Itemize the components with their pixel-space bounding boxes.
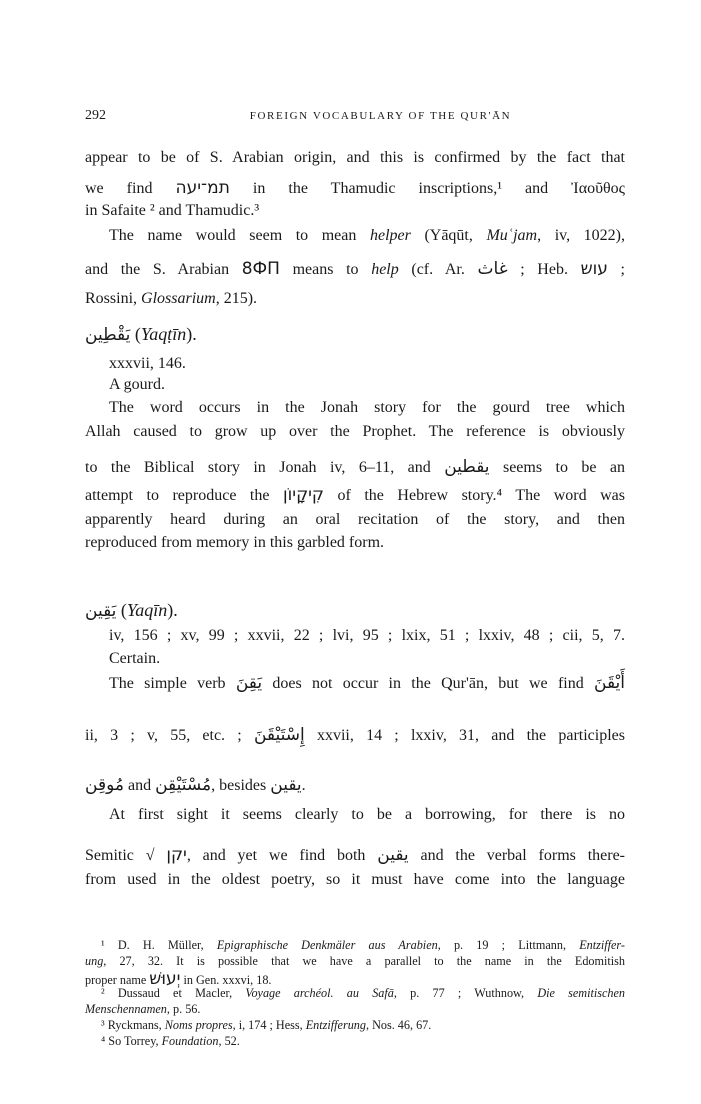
text-run: , p. 56.: [166, 1002, 201, 1016]
text-run: in Safaite ² and Thamudic.³: [85, 202, 260, 219]
text-run: and the verbal forms there-: [408, 847, 626, 864]
italic-text: helper: [369, 227, 411, 244]
text-line: [85, 424, 625, 440]
italic-text: Menschennamen: [85, 1002, 167, 1016]
text-run: and: [123, 777, 156, 794]
text-run: ii, 3 ; v, 55, etc. ;: [85, 727, 254, 744]
text-run: A gourd.: [109, 376, 165, 393]
text-run: .: [301, 777, 306, 794]
text-line: [85, 777, 625, 794]
italic-text: Yaqṭīn: [140, 324, 187, 344]
text-line: [85, 487, 625, 504]
text-run: , iv, 1022),: [537, 227, 626, 244]
foreign-script-word: يقطين: [444, 457, 490, 477]
text-run: iv, 156 ; xv, 99 ; xxvii, 22 ; lvi, 95 ; lxix, 51 ; lxxiv, 48 ; cii, 5, 7.: [109, 627, 625, 644]
foreign-script-word: مُوقِن: [85, 775, 124, 795]
entry-heading: [85, 601, 625, 620]
text-run: from used in the oldest poetry, so it must have come into the language: [85, 871, 625, 888]
footnote-line: [101, 939, 625, 951]
text-line: [109, 356, 625, 372]
text-run: ).: [167, 600, 178, 620]
text-line: [85, 291, 625, 307]
text-line: [85, 150, 625, 166]
foreign-script-word: יקן: [166, 845, 187, 865]
italic-text: Entzifferung: [305, 1018, 366, 1032]
footnote-line: [85, 1003, 625, 1015]
text-run: proper name: [85, 973, 150, 987]
text-run: ² Dussaud et Macler,: [101, 986, 246, 1000]
text-run: of the Hebrew story.⁴ The word was: [324, 487, 626, 504]
text-run: in Gen. xxxvi, 18.: [180, 973, 272, 987]
text-run: ⁴ So Torrey,: [101, 1034, 162, 1048]
text-run: , besides: [211, 777, 271, 794]
text-run: Semitic √: [85, 847, 167, 864]
text-run: in the Thamudic inscriptions,¹ and Ἰαοῦθος: [229, 180, 625, 197]
text-line: [109, 651, 625, 667]
text-run: , p. 77 ; Wuthnow,: [393, 986, 538, 1000]
foreign-script-word: يقين: [270, 775, 302, 795]
italic-text: ung: [85, 954, 104, 968]
text-run: (: [130, 324, 141, 344]
foreign-script-word: أَيْقَنَ: [594, 673, 625, 693]
text-run: ).: [186, 324, 197, 344]
italic-text: Voyage archéol. au Safā: [245, 986, 394, 1000]
text-run: to the Biblical story in Jonah iv, 6–11, and: [85, 459, 445, 476]
italic-text: Epigraphische Denkmäler aus Arabien: [216, 938, 438, 952]
text-run: At first sight it seems clearly to be a borrowing, for there is no: [109, 806, 625, 823]
foreign-script-word: קִיקָיוֹן: [283, 485, 324, 505]
text-run: (: [116, 600, 127, 620]
text-run: The simple verb: [109, 675, 236, 692]
text-run: attempt to reproduce the: [85, 487, 283, 504]
text-line: [109, 377, 625, 393]
entry-heading: [85, 325, 625, 344]
text-line: [85, 872, 625, 888]
foreign-script-word: يَقْطِين: [85, 325, 131, 345]
text-line: [109, 400, 625, 416]
footnote-line: [101, 1035, 625, 1047]
footnote-line: [101, 1019, 625, 1031]
foreign-script-word: يقين: [377, 845, 409, 865]
text-line: [85, 180, 625, 197]
text-run: , i, 174 ; Hess,: [232, 1018, 306, 1032]
foreign-script-word: إِسْتَيْقَنَ: [253, 725, 305, 745]
text-run: appear to be of S. Arabian origin, and this is confirmed by the fact that: [85, 149, 625, 166]
text-line: [109, 228, 625, 244]
text-line: [85, 535, 625, 551]
foreign-script-word: غاث: [477, 259, 508, 279]
text-line: [85, 261, 625, 278]
text-run: we find: [85, 180, 176, 197]
italic-text: Glossarium: [141, 290, 216, 307]
foreign-script-word: יְעוּשׁ: [149, 969, 181, 989]
text-line: [85, 512, 625, 528]
text-run: , 27, 32. It is possible that we have a parallel to the name in the Edomitish: [103, 954, 625, 968]
text-run: ;: [607, 261, 625, 278]
text-line: [109, 628, 625, 644]
italic-text: Die semitischen: [537, 986, 626, 1000]
text-run: The word occurs in the Jonah story for the gourd tree which: [109, 399, 625, 416]
page-number: 292: [85, 108, 106, 123]
italic-text: Foundation: [161, 1034, 219, 1048]
foreign-script-word: תמ־יעה: [175, 178, 230, 198]
text-line: [85, 727, 625, 744]
text-run: Allah caused to grow up over the Prophet. The reference is obviously: [85, 423, 625, 440]
text-run: , and yet we find both: [186, 847, 378, 864]
text-line: [109, 675, 625, 692]
foreign-script-word: يَقِين: [85, 601, 117, 621]
text-run: The name would seem to mean: [109, 227, 370, 244]
italic-text: help: [371, 261, 399, 278]
foreign-script-word: 8ФП: [241, 259, 280, 279]
text-run: (Yāqūt,: [410, 227, 487, 244]
text-run: does not occur in the Qur'ān, but we find: [262, 675, 594, 692]
text-run: means to: [279, 261, 372, 278]
foreign-script-word: يَقِنَ: [235, 673, 263, 693]
italic-text: Entziffer-: [579, 938, 625, 952]
text-run: ³ Ryckmans,: [101, 1018, 165, 1032]
text-run: Certain.: [109, 650, 161, 667]
text-line: [85, 847, 625, 864]
italic-text: Noms propres: [164, 1018, 233, 1032]
foreign-script-word: עוש: [580, 259, 608, 279]
text-run: reproduced from memory in this garbled form.: [85, 534, 385, 551]
text-run: , 52.: [218, 1034, 240, 1048]
running-title: FOREIGN VOCABULARY OF THE QUR'ĀN: [249, 110, 512, 122]
foreign-script-word: مُسْتَيْقِن: [155, 775, 212, 795]
text-line: [109, 807, 625, 823]
text-run: Rossini,: [85, 290, 142, 307]
text-run: xxvii, 14 ; lxxiv, 31, and the participles: [304, 727, 625, 744]
text-run: xxxvii, 146.: [109, 355, 186, 372]
text-line: [85, 459, 625, 476]
italic-text: Yaqīn: [126, 600, 168, 620]
text-run: seems to be an: [489, 459, 626, 476]
text-run: and the S. Arabian: [85, 261, 242, 278]
text-run: , Nos. 46, 67.: [365, 1018, 432, 1032]
text-line: [85, 203, 625, 219]
italic-text: Muʿjam: [486, 227, 538, 244]
text-run: (cf. Ar.: [398, 261, 478, 278]
text-run: apparently heard during an oral recitation of the story, and then: [85, 511, 625, 528]
text-run: ¹ D. H. Müller,: [101, 938, 217, 952]
footnote-line: [101, 987, 625, 999]
text-run: , 215).: [215, 290, 258, 307]
footnote-line: [85, 955, 625, 967]
text-run: , p. 19 ; Littmann,: [437, 938, 580, 952]
text-run: ; Heb.: [507, 261, 581, 278]
